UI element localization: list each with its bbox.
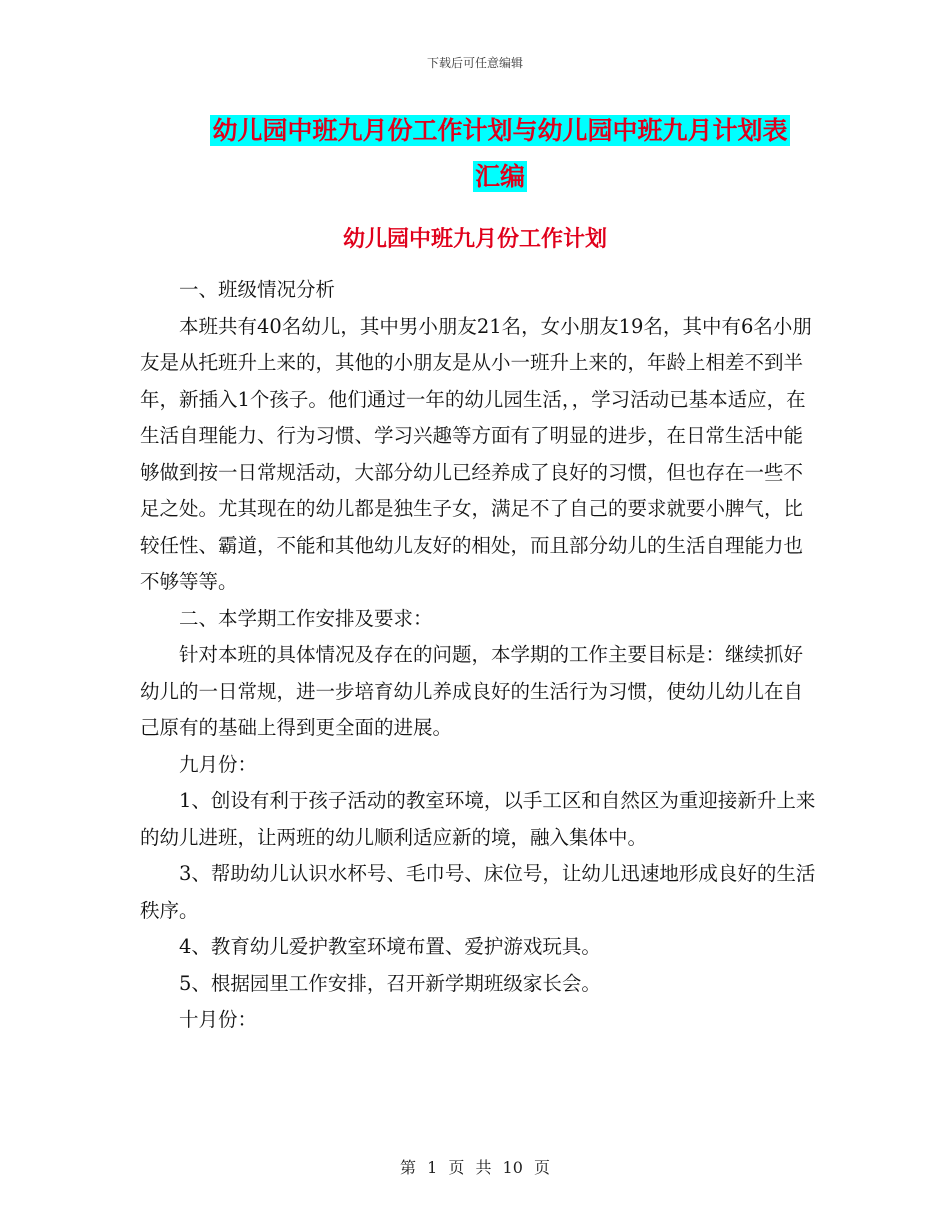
section-title: 幼儿园中班九月份工作计划 <box>342 226 607 252</box>
paragraph: 5、根据园里工作安排，召开新学期班级家长会。 <box>179 971 601 995</box>
document-title <box>140 108 860 200</box>
paragraph: 1、创设有利于孩子活动的教室环境，以手工区和自然区为重迎接新升上来的幼儿进班，让两班的幼儿顺利适应新的境，融入集体中。 <box>140 789 816 849</box>
paragraph: 一、班级情况分析 <box>179 278 336 301</box>
paragraph: 4、教育幼儿爱护教室环境布置、爱护游戏玩具。 <box>179 935 601 958</box>
title-line-1: 幼儿园中班九月份工作计划与幼儿园中班九月计划表 <box>212 116 788 145</box>
paragraph: 二、本学期工作安排及要求： <box>179 606 433 630</box>
paragraph: 3、帮助幼儿认识水杯号、毛巾号、床位号，让幼儿迅速地形成良好的生活秩序。 <box>140 862 816 922</box>
page-number: 第 1 页 共 10 页 <box>400 1158 550 1177</box>
title-line-2: 汇编 <box>474 162 525 191</box>
paragraph: 九月份： <box>179 752 258 776</box>
paragraph: 本班共有40名幼儿，其中男小朋友21名，女小朋友19名，其中有6名小朋友是从托班升上来的，其他的小朋友是从小一班升上来的，年龄上相差不到半年，新插入1个孩子。他们通过一年的幼儿园生活，，学习活动已基本适应，在生活自理能力、行为习惯、学习兴趣等方面有了明显的进步，在日常生活中能够做到按一日常规活动，大部分幼儿已经养成了良好的习惯，但也存在一些不足之处。尤其现在的幼儿都是独生子女，满足不了自己的要求就要小脾气，比较任性、霸道，不能和其他幼儿友好的相处，而且部分幼儿的生活自理能力也不够等等。 <box>140 314 812 593</box>
paragraph: 十月份： <box>179 1008 258 1031</box>
header-note: 下载后可任意编辑 <box>426 56 523 70</box>
paragraph: 针对本班的具体情况及存在的问题，本学期的工作主要目标是：继续抓好幼儿的一日常规，进一步培育幼儿养成良好的生活行为习惯，使幼儿幼儿在自己原有的基础上得到更全面的进展。 <box>140 643 804 739</box>
document-body <box>140 272 820 1039</box>
